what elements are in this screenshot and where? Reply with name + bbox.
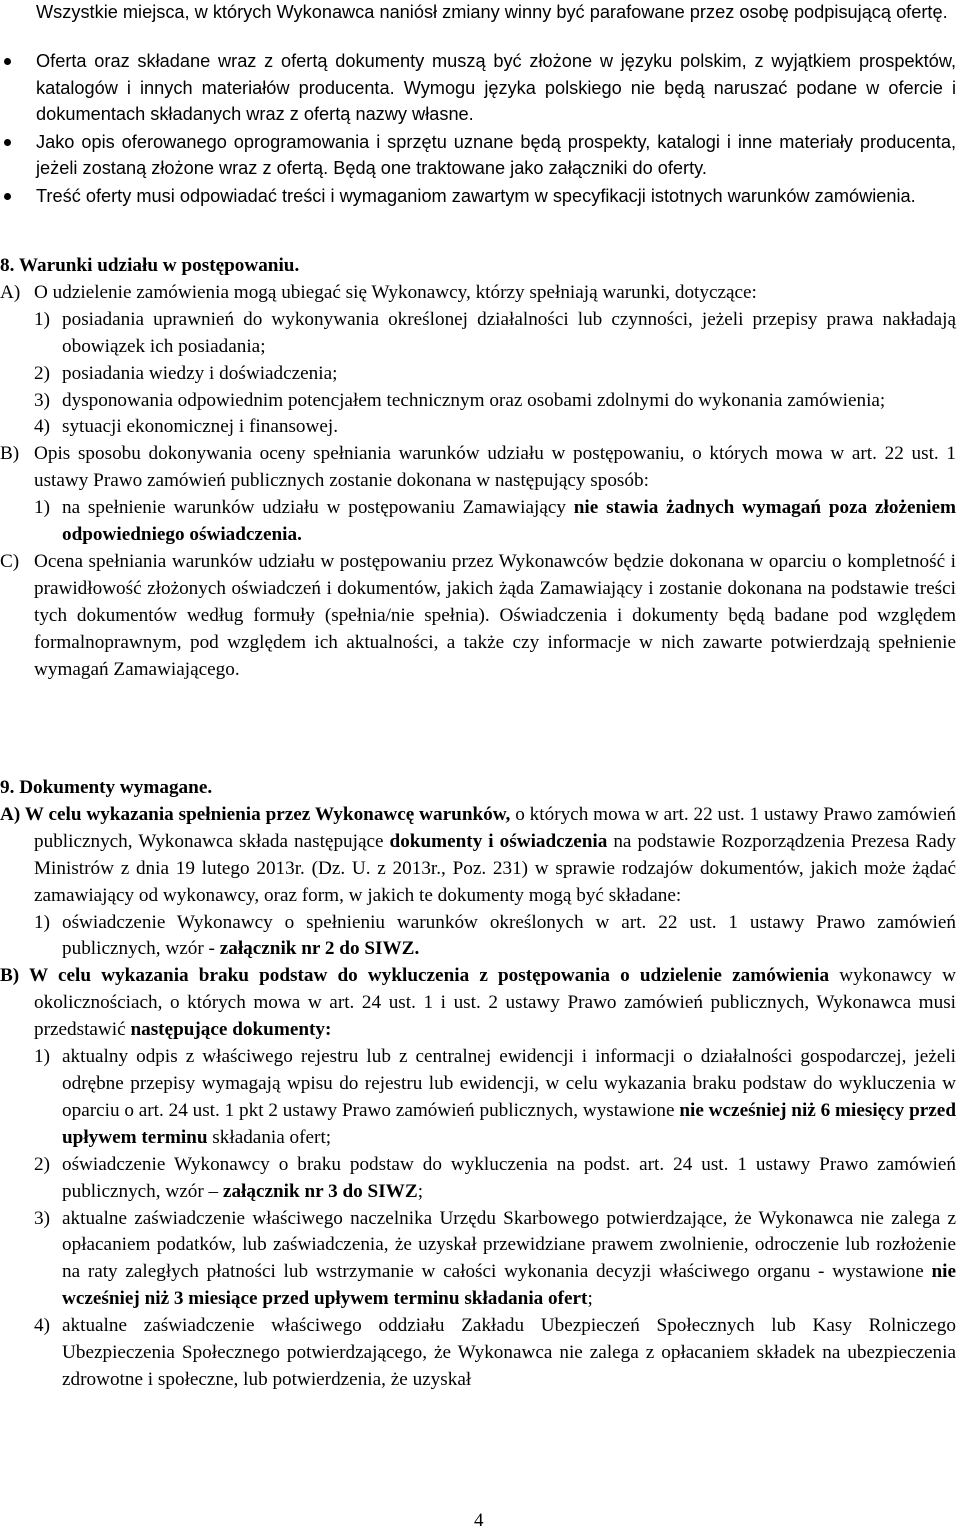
section-8-a-label: A) — [0, 281, 21, 303]
item-number: 1) — [34, 308, 50, 330]
section-8-a-item — [0, 388, 956, 415]
item-number: 3) — [34, 1207, 50, 1229]
item-number: 2) — [34, 1153, 50, 1175]
section-8-c-label: C) — [0, 550, 20, 572]
section-9-b-bold-2: następujące dokumenty: — [130, 1019, 332, 1041]
item-bold-text: nie stawia żadnych wymagań poza złożeniem odpowiedniego oświadczenia. — [62, 497, 956, 546]
item-text: oświadczenie Wykonawcy o spełnieniu warunków określonych w art. 22 ust. 1 ustawy Prawo zamówień publicznych, wzór - — [62, 911, 956, 960]
section-8-a-item — [0, 361, 956, 388]
section-8-b — [0, 441, 956, 495]
item-text: posiadania uprawnień do wykonywania określonej działalności lub czynności, jeżeli przepisy prawa nakładają obowiązek ich posiadania; — [62, 308, 956, 357]
section-9 — [0, 775, 956, 1394]
section-9-b-bold: B) W celu wykazania braku podstaw do wykluczenia z postępowania o udzielenie zamówienia — [0, 965, 830, 987]
item-text: aktualne zaświadczenie właściwego oddziału Zakładu Ubezpieczeń Społecznych lub Kasy Rolniczego Ubezpieczenia Społecznego potwierdzającego, że Wykonawca nie zalega z opłacaniem składek na ubezpieczenia zdrowotne i społeczne, lub potwierdzenia, że uzyskał — [62, 1315, 956, 1390]
item-text: dysponowania odpowiednim potencjałem technicznym oraz osobami zdolnymi do wykonania zamówienia; — [62, 389, 886, 411]
item-number: 2) — [34, 362, 50, 384]
section-9-a-bold: A) W celu wykazania spełnienia przez Wykonawcę warunków, — [0, 803, 511, 825]
bullet-icon — [4, 139, 11, 146]
section-8-a-item — [0, 414, 956, 441]
section-8-b-item — [0, 495, 956, 549]
item-bold-text: załącznik nr 3 do SIWZ — [222, 1180, 418, 1202]
item-text: posiadania wiedzy i doświadczenia; — [62, 362, 338, 384]
item-tail-text: składania ofert; — [207, 1126, 332, 1148]
section-9-b-text: wykonawcy w okolicznościach, o których mowa w art. 24 ust. 1 i ust. 2 ustawy Prawo zamówień publicznych, Wykonawca musi przedstawić — [34, 965, 957, 1041]
page-number: 4 — [474, 1510, 484, 1531]
bullet-text: Oferta oraz składane wraz z ofertą dokumenty muszą być złożone w języku polskim, z wyjątkiem prospektów, katalogów i innych materiałów producenta. Wymogu języka polskiego nie będą naruszać podane w ofercie i dokumentach składanych wraz z ofertą nazwy własne. — [36, 51, 956, 124]
bullet-item — [0, 129, 956, 182]
section-9-b-item — [0, 1152, 956, 1206]
section-9-a-bold-2: dokumenty i oświadczenia — [389, 830, 608, 852]
item-text: aktualny odpis z właściwego rejestru lub z centralnej ewidencji i informacji o działalności gospodarczej, jeżeli odrębne przepisy wymagają wpisu do rejestru lub ewidencji, w celu wykazania braku podstaw do wykluczenia w oparciu o art. 24 ust. 1 pkt 2 ustawy Prawo zamówień publicznych, wystawione — [62, 1046, 956, 1121]
section-8-a-item — [0, 307, 956, 361]
item-bold-text: załącznik nr 2 do SIWZ. — [219, 938, 420, 960]
bullet-icon — [4, 58, 11, 65]
section-9-b-item — [0, 1044, 956, 1152]
bullet-text: Jako opis oferowanego oprogramowania i sprzętu uznane będą prospekty, katalogi i inne materiały producenta, jeżeli zostaną złożone wraz z ofertą. Będą one traktowane jako załączniki do oferty. — [36, 131, 956, 178]
section-8-b-text: Opis sposobu dokonywania oceny spełniania warunków udziału w postępowaniu, o których mowa w art. 22 ust. 1 ustawy Prawo zamówień publicznych zostanie dokonana w następujący sposób: — [34, 443, 956, 492]
item-text: sytuacji ekonomicznej i finansowej. — [62, 416, 339, 438]
item-text: aktualne zaświadczenie właściwego naczelnika Urzędu Skarbowego potwierdzające, że Wykonawca nie zalega z opłacaniem podatków, lub zaświadczenia, że uzyskał przewidziane prawem zwolnienie, odroczenie lub rozłożenie na raty zaległych płatności lub wstrzymanie w całości wykonania decyzji właściwego organu - wystawione — [62, 1207, 956, 1283]
section-9-a-text-2: na podstawie Rozporządzenia Prezesa Rady Ministrów z dnia 19 lutego 2013r. (Dz. U. z 2013r., Poz. 231) w sprawie rodzajów dokumentów, jakich może żądać zamawiający od wykonawcy, oraz form, w jakich te dokumenty mogą być składane: — [34, 830, 956, 906]
item-text: na spełnienie warunków udziału w postępowaniu Zamawiający — [62, 497, 574, 519]
section-9-heading: 9. Dokumenty wymagane. — [0, 777, 213, 798]
section-8-a — [0, 280, 956, 307]
bullet-item — [0, 48, 956, 128]
section-8-b-label: B) — [0, 443, 20, 465]
bullet-icon — [4, 193, 11, 200]
intro-line: Wszystkie miejsca, w których Wykonawca naniósł zmiany winny być parafowane przez osobę podpisującą ofertę. — [36, 2, 948, 22]
bullet-list — [0, 48, 956, 210]
bullet-text: Treść oferty musi odpowiadać treści i wymaganiom zawartym w specyfikacji istotnych warunków zamówienia. — [36, 185, 916, 206]
section-9-b-item — [0, 1313, 956, 1394]
item-number: 4) — [34, 1315, 50, 1337]
item-bold-text: nie wcześniej niż 6 miesięcy przed upływem terminu — [62, 1099, 956, 1148]
section-8-c — [0, 549, 956, 684]
item-number: 1) — [34, 1046, 50, 1068]
section-9-b-item — [0, 1206, 956, 1314]
section-8-heading: 8. Warunki udziału w postępowaniu. — [0, 255, 300, 276]
bullet-item — [0, 183, 956, 210]
section-9-a — [0, 802, 956, 910]
item-tail-text: ; — [417, 1180, 424, 1202]
section-9-b — [0, 963, 956, 1044]
section-9-a-item — [0, 910, 956, 964]
item-number: 3) — [34, 389, 50, 411]
section-8 — [0, 253, 956, 684]
item-text: oświadczenie Wykonawcy o braku podstaw do wykluczenia na podst. art. 24 ust. 1 ustawy Prawo zamówień publicznych, wzór – — [62, 1153, 956, 1202]
item-number: 4) — [34, 416, 50, 438]
item-number: 1) — [34, 497, 50, 519]
section-9-a-text: o których mowa w art. 22 ust. 1 ustawy Prawo zamówień publicznych, Wykonawca składa następujące — [34, 803, 956, 852]
section-8-a-text: O udzielenie zamówienia mogą ubiegać się Wykonawcy, którzy spełniają warunki, dotyczące: — [34, 281, 757, 303]
item-number: 1) — [34, 911, 50, 933]
item-bold-text: nie wcześniej niż 3 miesiące przed upływem terminu składania ofert — [62, 1261, 956, 1310]
section-8-c-text: Ocena spełniania warunków udziału w postępowaniu przez Wykonawców będzie dokonana w oparciu o kompletność i prawidłowość złożonych oświadczeń i dokumentów, jakich żąda Zamawiający i zostanie dokonana na podstawie treści tych dokumentów według formuły (spełnia/nie spełnia). Oświadczenia i dokumenty będą badane pod względem formalnoprawnym, pod względem ich aktualności, a także czy informacje w nich zawarte potwierdzają spełnienie wymagań Zamawiającego. — [34, 550, 956, 680]
item-tail-text: ; — [587, 1288, 593, 1310]
